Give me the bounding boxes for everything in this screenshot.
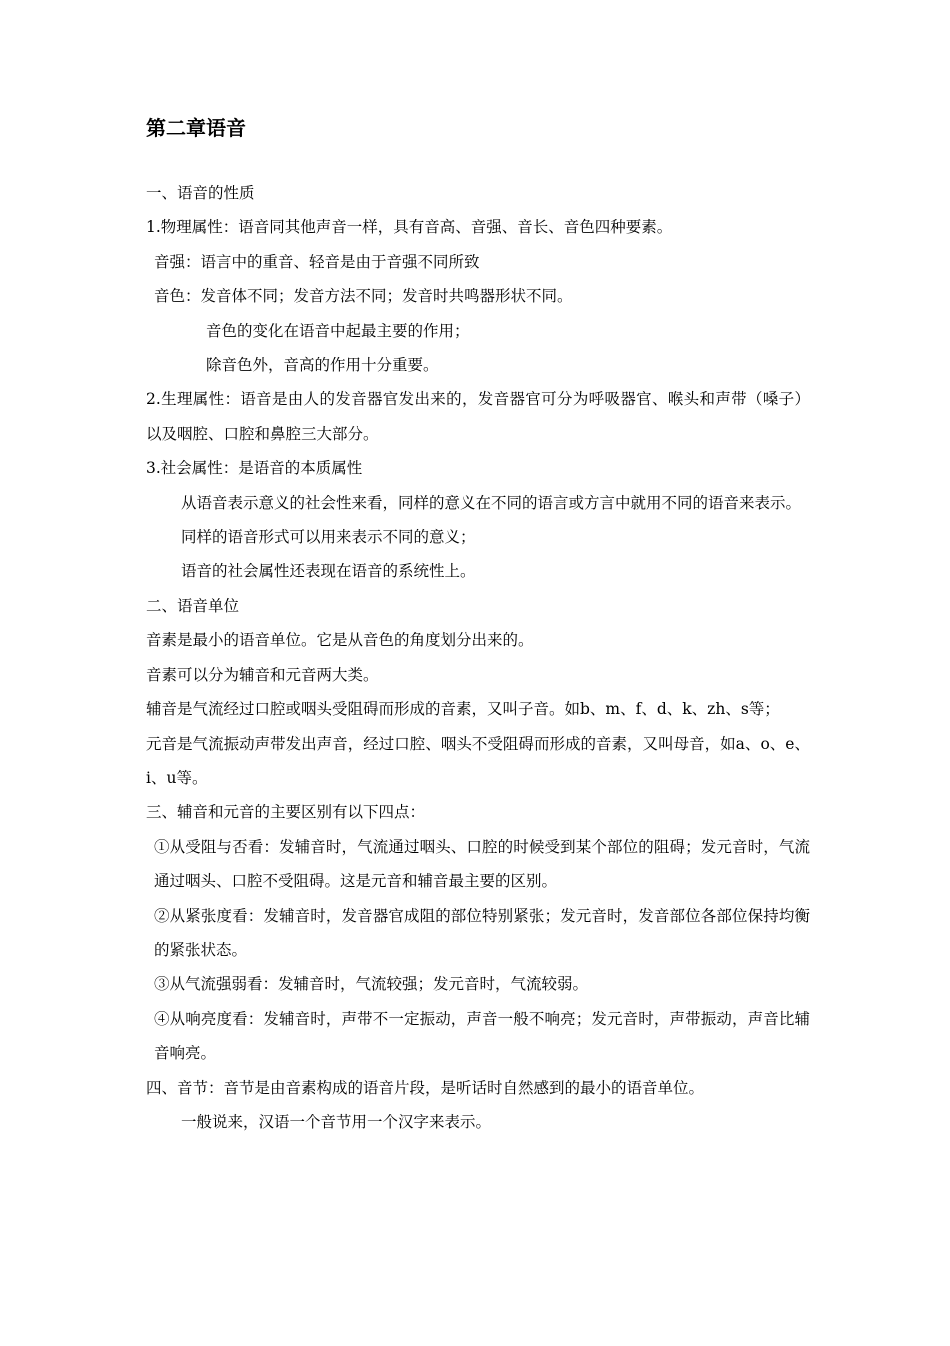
- document-body: [146, 176, 810, 1139]
- list-item: ③从气流强弱看：发辅音时，气流较强；发元音时，气流较弱。: [154, 975, 589, 994]
- paragraph: 音色的变化在语音中起最主要的作用；: [206, 321, 470, 340]
- section-heading: 四、音节：音节是由音素构成的语音片段，是听话时自然感到的最小的语音单位。: [146, 1078, 705, 1097]
- paragraph: 1.物理属性：语音同其他声音一样，具有音高、音强、音长、音色四种要素。: [146, 218, 673, 237]
- paragraph: 音强：语言中的重音、轻音是由于音强不同所致: [154, 252, 480, 271]
- paragraph: 语音的社会属性还表现在语音的系统性上。: [181, 562, 476, 581]
- list-item: ②从紧张度看：发辅音时，发音器官成阻的部位特别紧张；发元音时，发音部位各部位保持均衡的紧张状态。: [154, 906, 810, 959]
- paragraph: 音素可以分为辅音和元音两大类。: [146, 665, 379, 684]
- chapter-title: 第二章语音: [146, 116, 246, 140]
- paragraph: 一般说来，汉语一个音节用一个汉字来表示。: [181, 1112, 492, 1131]
- list-item: ④从响亮度看：发辅音时，声带不一定振动，声音一般不响亮；发元音时，声带振动，声音比辅音响亮。: [154, 1009, 810, 1063]
- paragraph: 从语音表示意义的社会性来看，同样的意义在不同的语言或方言中就用不同的语音来表示。: [181, 493, 802, 512]
- paragraph: 除音色外，音高的作用十分重要。: [206, 356, 439, 375]
- paragraph: 同样的语音形式可以用来表示不同的意义；: [181, 528, 476, 547]
- paragraph: 元音是气流振动声带发出声音，经过口腔、咽头不受阻碍而形成的音素，又叫母音，如a、o、e、i、u等。: [146, 734, 810, 787]
- list-item: ①从受阻与否看：发辅音时，气流通过咽头、口腔的时候受到某个部位的阻碍；发元音时，气流通过咽头、口腔不受阻碍。这是元音和辅音最主要的区别。: [154, 837, 810, 891]
- paragraph: 辅音是气流经过口腔或咽头受阻碍而形成的音素，又叫子音。如b、m、f、d、k、zh、s等；: [146, 700, 780, 719]
- section-heading: 三、辅音和元音的主要区别有以下四点：: [146, 803, 426, 822]
- paragraph: 3.社会属性：是语音的本质属性: [146, 459, 363, 478]
- section-heading: 一、语音的性质: [146, 184, 255, 202]
- paragraph: 音素是最小的语音单位。它是从音色的角度划分出来的。: [146, 631, 534, 650]
- section-heading: 二、语音单位: [146, 596, 240, 615]
- paragraph: 音色：发音体不同；发音方法不同；发音时共鸣器形状不同。: [154, 287, 573, 306]
- paragraph: 2.生理属性：语音是由人的发音器官发出来的，发音器官可分为呼吸器官、喉头和声带（嗓子）以及咽腔、口腔和鼻腔三大部分。: [146, 390, 810, 443]
